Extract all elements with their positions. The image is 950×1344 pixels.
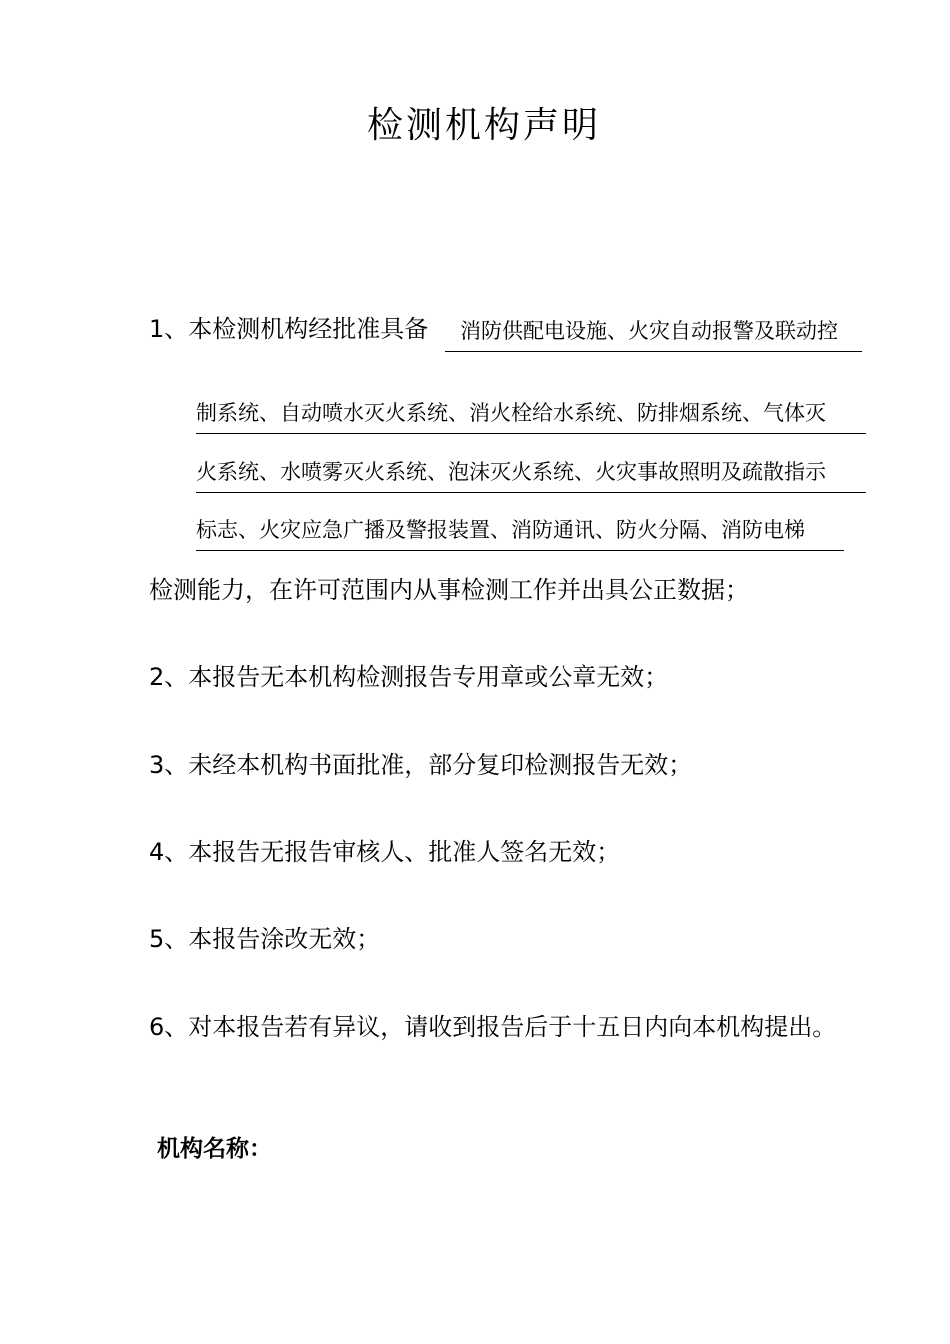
item-1-scope-line-2: 制系统、自动喷水灭火系统、消火栓给水系统、防排烟系统、气体灭 [196, 396, 866, 434]
item-1-suffix: 检测能力，在许可范围内从事检测工作并出具公正数据； [149, 576, 749, 604]
page-title: 检测机构声明 [366, 105, 601, 146]
item-2: 2、本报告无本机构检测报告专用章或公章无效； [149, 663, 669, 691]
item-5: 5、本报告涂改无效； [149, 925, 381, 953]
item-3: 3、未经本机构书面批准，部分复印检测报告无效； [149, 751, 693, 779]
item-1-scope-line-4: 标志、火灾应急广播及警报装置、消防通讯、防火分隔、消防电梯 [196, 513, 844, 551]
item-4: 4、本报告无报告审核人、批准人签名无效； [149, 838, 621, 866]
item-1-scope-line-1: 消防供配电设施、火灾自动报警及联动控 [445, 314, 862, 352]
item-1-prefix: 1、本检测机构经批准具备 [149, 315, 429, 343]
item-6: 6、对本报告若有异议，请收到报告后于十五日内向本机构提出。 [149, 1013, 837, 1041]
item-1-scope-line-3: 火系统、水喷雾灭火系统、泡沫灭火系统、火灾事故照明及疏散指示 [196, 455, 866, 493]
organization-name-label: 机构名称： [157, 1136, 272, 1162]
